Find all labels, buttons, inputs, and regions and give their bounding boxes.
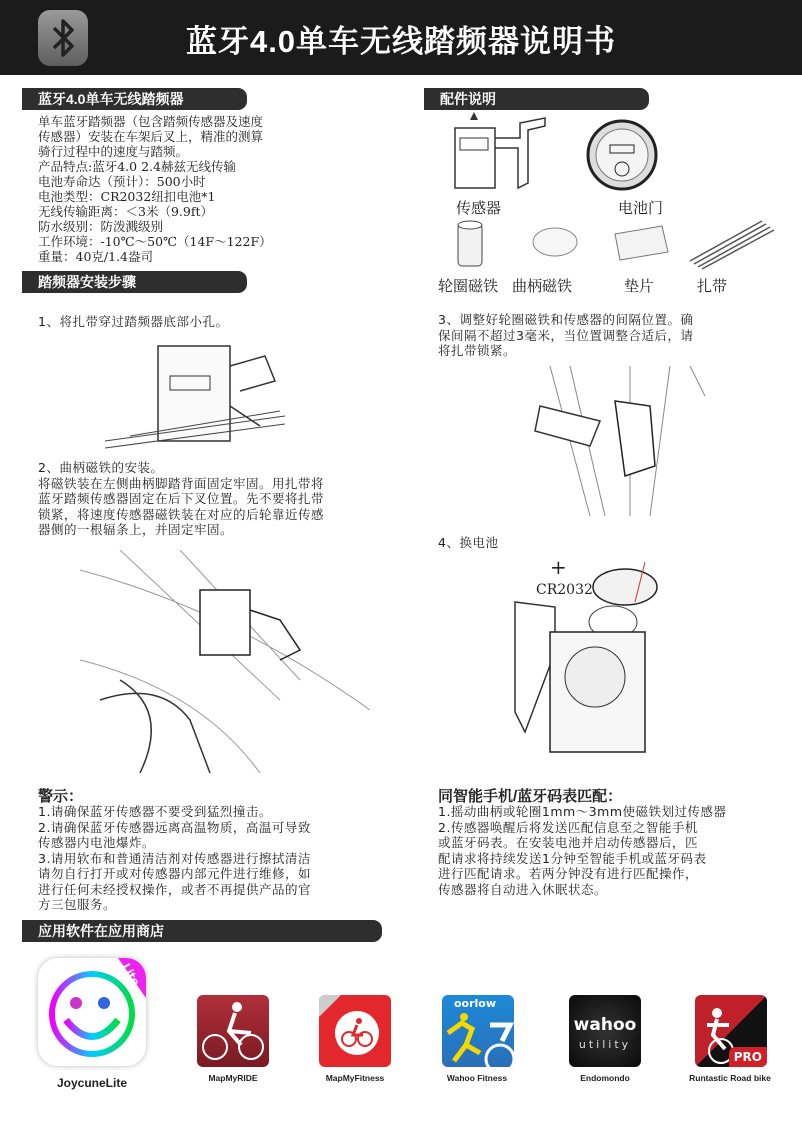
step1-illustration — [100, 336, 290, 454]
range-line: 无线传输距离：＜3米（9.9ft） — [38, 204, 213, 219]
app-name: JoycuneLite — [56, 1076, 128, 1090]
app-icon-wahoo-fitness[interactable] — [442, 995, 514, 1067]
app-icon-endomondo[interactable] — [569, 995, 641, 1067]
step3-text: 3、调整好轮圈磁铁和传感器的间隔位置。确 保间隔不超过3毫米，当位置调整合适后，请 将扎带锁紧。 — [438, 312, 694, 358]
plus-sign: + — [550, 555, 567, 579]
battery-life-line: 电池寿命达（预计）：500小时 — [38, 174, 206, 189]
part-label-pad: 垫片 — [624, 277, 655, 295]
section-header-install: 踏频器安装步骤 — [22, 271, 247, 293]
app-icon-runtastic-road-bike[interactable] — [695, 995, 767, 1067]
page-title: 蓝牙4.0单车无线踏频器说明书 — [185, 24, 617, 59]
sensor-illustration — [440, 108, 560, 196]
section-header-parts: 配件说明 — [424, 88, 649, 110]
step3-illustration — [530, 366, 710, 516]
battery-model-label: CR2032 — [536, 582, 593, 598]
app-logo-text: oorlow — [454, 997, 497, 1010]
intro-line: 传感器）安装在车架后叉上，精准的测算 — [38, 129, 264, 144]
step1-text: 1、将扎带穿过踏频器底部小孔。 — [38, 314, 229, 329]
step4-illustration — [495, 562, 665, 765]
step4-text: 4、换电池 — [438, 535, 499, 550]
waterproof-line: 防水级别：防泼溅级别 — [38, 219, 164, 234]
warning-heading: 警示： — [38, 788, 84, 805]
warning-text: 1.请确保蓝牙传感器不要受到猛烈撞击。 2.请确保蓝牙传感器远离高温物质，高温可导致 传感器内电池爆炸。 3.请用软布和普通清洁剂对传感器进行擦拭清洁 请勿自行打开或对传感器内部元件进行维修，如 进行任何未经授权操作，或者不再提供产品的官 方三包服务。 — [38, 804, 312, 912]
section-header-apps: 应用软件在应用商店 — [22, 920, 382, 942]
lite-badge: Lite — [118, 961, 142, 988]
feature-line: 产品特点:蓝牙4.0 2.4赫兹无线传输 — [38, 159, 236, 174]
intro-text — [38, 114, 418, 264]
pairing-heading: 同智能手机/蓝牙码表匹配： — [438, 788, 623, 805]
intro-line: 单车蓝牙踏频器（包含踏频传感器及速度 — [38, 114, 264, 129]
app-icon-mapmyfitness[interactable] — [319, 995, 391, 1067]
environment-line: 工作环境：-10℃～50℃（14F～122F） — [38, 234, 272, 249]
weight-line: 重量：40克/1.4盎司 — [38, 249, 153, 264]
part-label-crank-magnet: 曲柄磁铁 — [512, 277, 573, 295]
app-name: Wahoo Fitness — [446, 1073, 508, 1083]
battery-type-line: 电池类型：CR2032纽扣电池*1 — [38, 189, 216, 204]
app-name: MapMyRIDE — [208, 1073, 258, 1083]
app-logo-text: wahoo — [573, 1015, 637, 1035]
app-name: MapMyFitness — [325, 1073, 385, 1083]
part-label-wheel-magnet: 轮圈磁铁 — [438, 277, 499, 295]
part-label-cable-tie: 扎带 — [697, 277, 728, 295]
section-header-intro: 蓝牙4.0单车无线踏频器 — [22, 88, 247, 110]
pairing-text: 1.摇动曲柄或轮圈1mm～3mm使磁铁划过传感器 2.传感器唤醒后将发送匹配信息至之智能手机 或蓝牙码表。在安装电池并启动传感器后，匹 配请求将持续发送1分钟至智能手机或蓝牙码表 进行匹配请求。若两分钟没有进行匹配操作， 传感器将自动进入休眠状态。 — [438, 804, 727, 897]
part-label-battery-door: 电池门 — [618, 199, 664, 217]
part-label-sensor: 传感器 — [456, 199, 502, 217]
app-name: Endomondo — [580, 1073, 630, 1083]
app-icon-joycunelite[interactable] — [38, 958, 146, 1066]
battery-door-illustration — [580, 117, 665, 195]
step2-text: 2、曲柄磁铁的安装。 将磁铁装在左侧曲柄脚踏背面固定牢固。用扎带将 蓝牙踏频传感器固定在后下叉位置。先不要将扎带 锁紧，将速度传感器磁铁装在对应的后轮靠近传感 器侧的一根辐条上，并固定牢固。 — [38, 460, 325, 537]
app-name: Runtastic Road bike — [689, 1073, 771, 1083]
step2-illustration — [80, 550, 370, 773]
intro-line: 骑行过程中的速度与踏频。 — [38, 144, 189, 159]
app-icon-mapmyride[interactable] — [197, 995, 269, 1067]
accessories-illustration — [450, 218, 790, 270]
pro-badge: PRO — [729, 1047, 767, 1067]
app-logo-subtext: utility — [578, 1038, 632, 1051]
